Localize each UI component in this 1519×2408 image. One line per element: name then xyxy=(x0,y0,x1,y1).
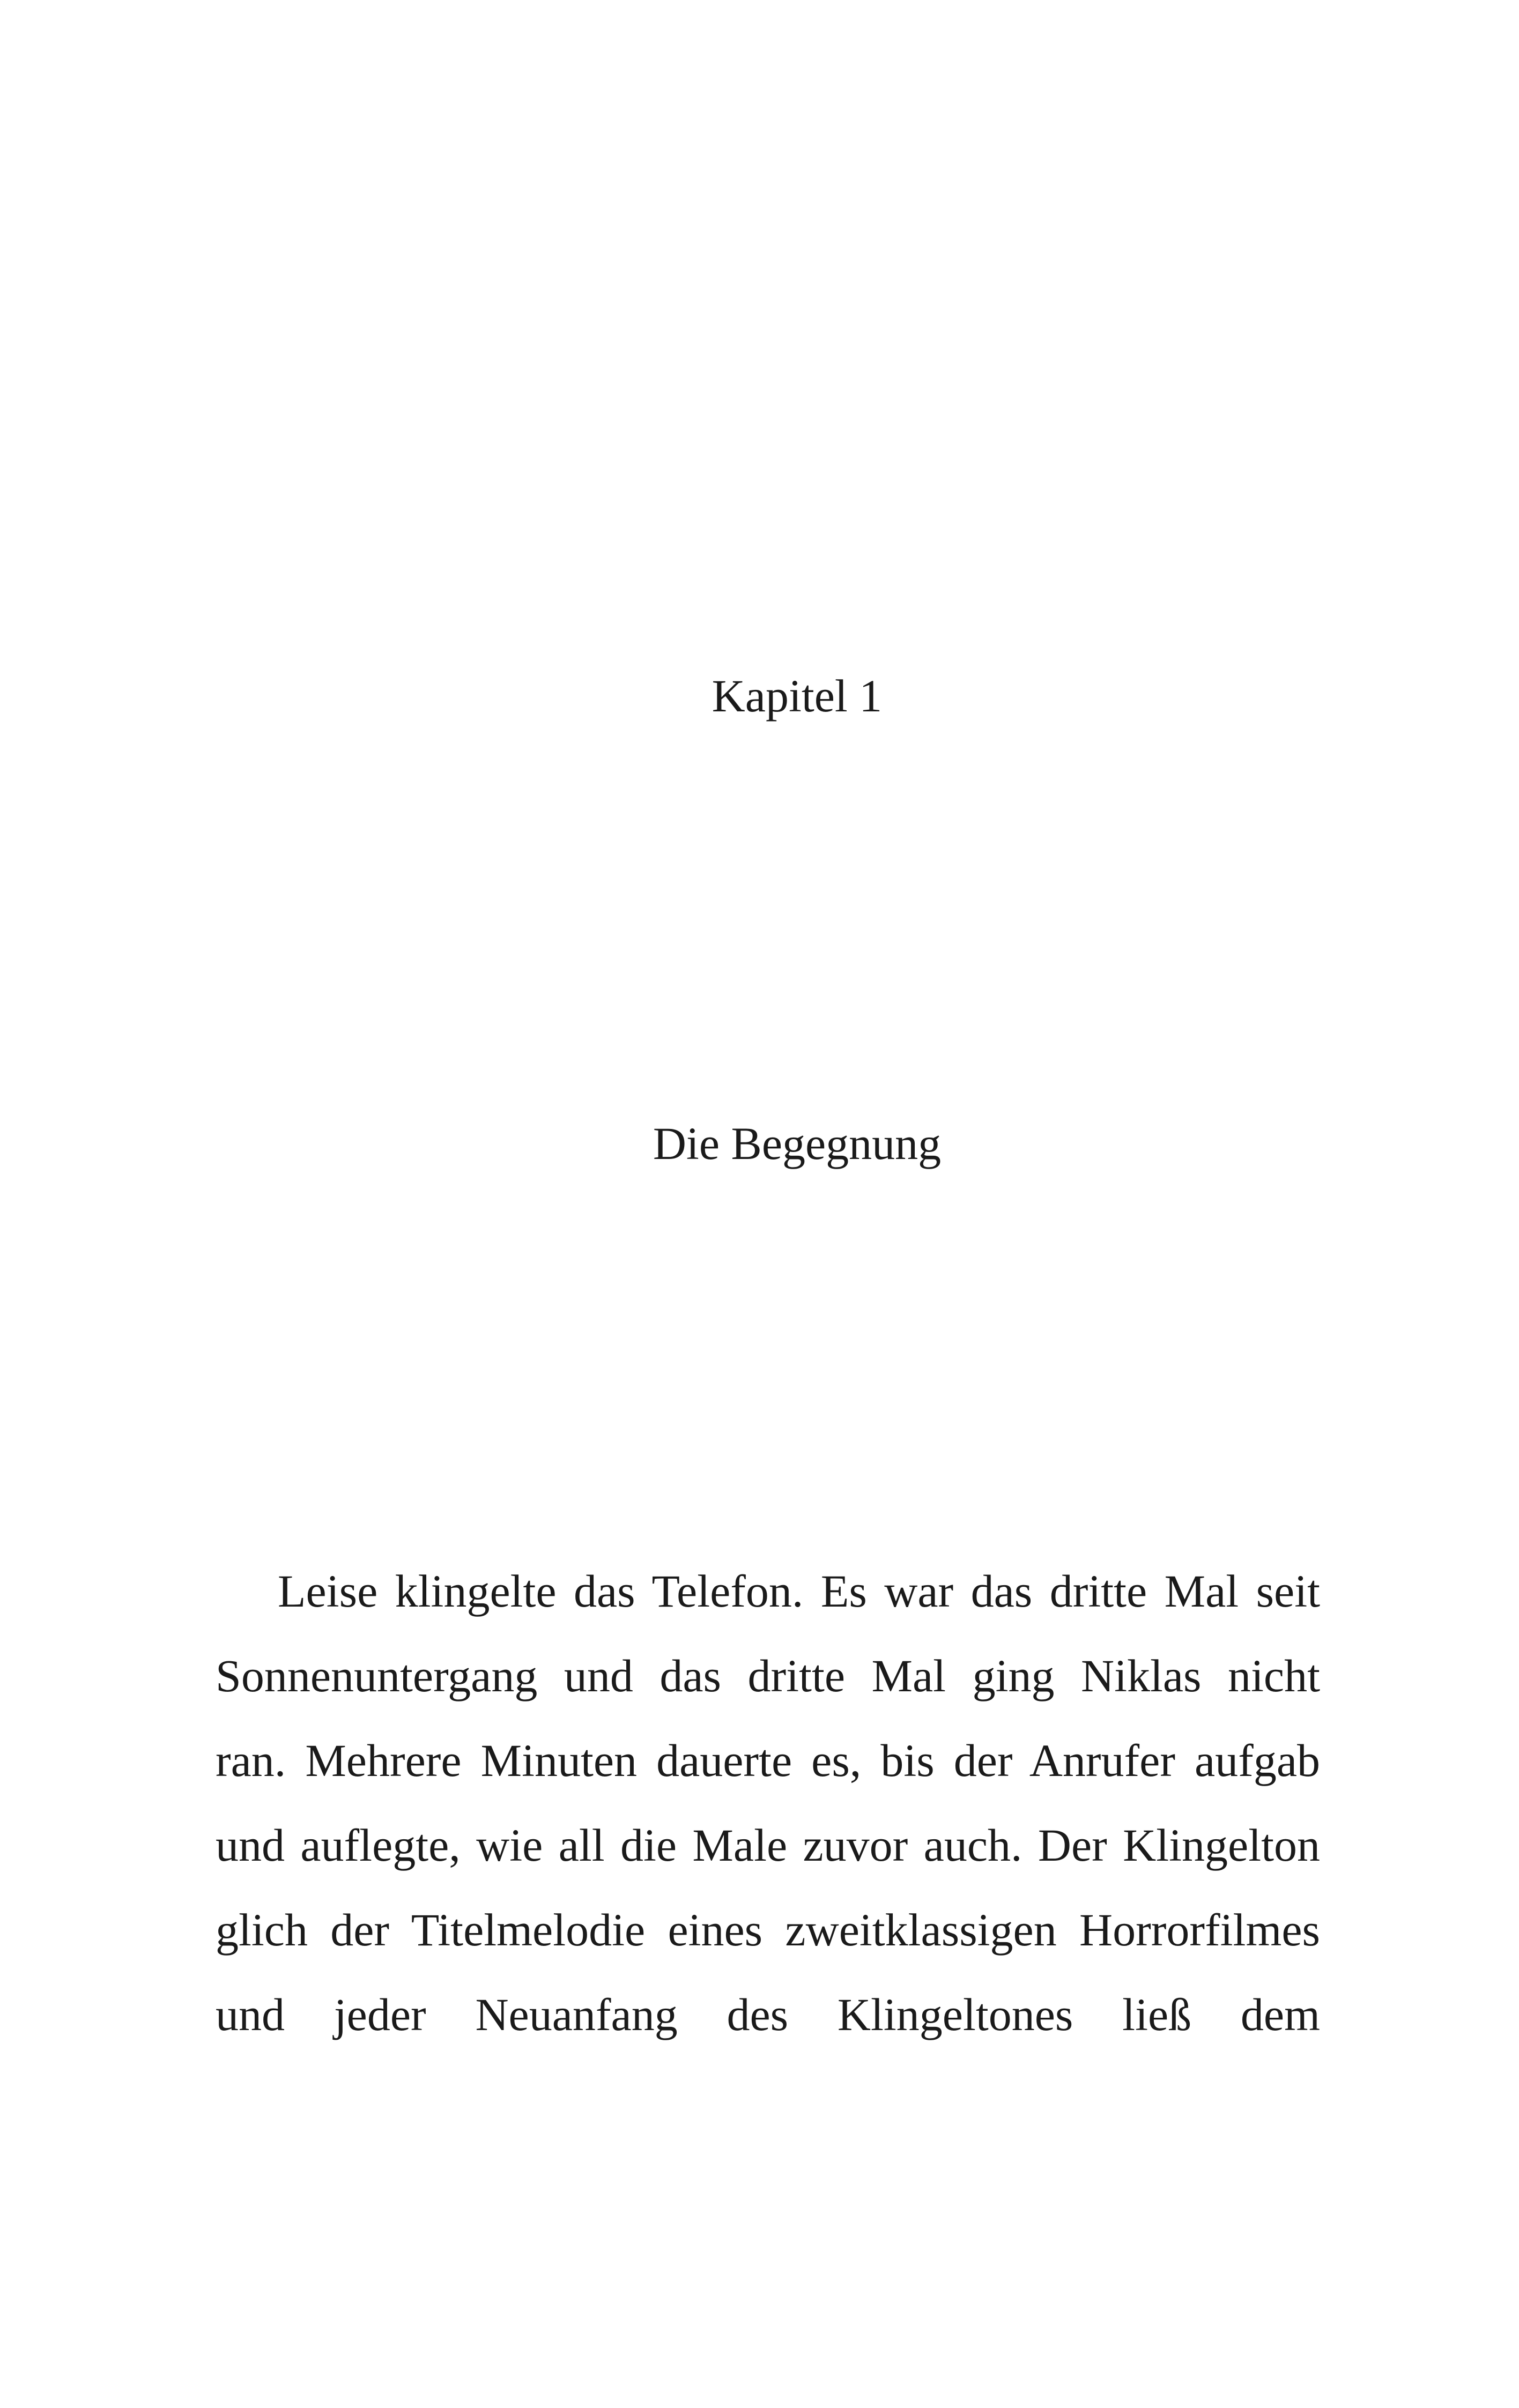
paragraph-line: Sonnenuntergang und das dritte Mal ging Niklas nicht xyxy=(216,1650,1320,1701)
body-paragraph xyxy=(216,1565,1320,2076)
paragraph-line: glich der Titelmelodie eines zweitklassigen Horrorfilmes xyxy=(216,1904,1320,1956)
paragraph-line: und auflegte, wie all die Male zuvor auch. Der Klingelton xyxy=(216,1819,1320,1871)
paragraph-line: Leise klingelte das Telefon. Es war das dritte Mal seit xyxy=(278,1565,1320,1617)
paragraph-line: und jeder Neuanfang des Klingeltones ließ dem xyxy=(216,1989,1320,2040)
chapter-number: Kapitel 1 xyxy=(712,670,883,722)
paragraph-line: ran. Mehrere Minuten dauerte es, bis der Anrufer aufgab xyxy=(216,1735,1320,1786)
chapter-title: Die Begegnung xyxy=(653,1118,942,1169)
